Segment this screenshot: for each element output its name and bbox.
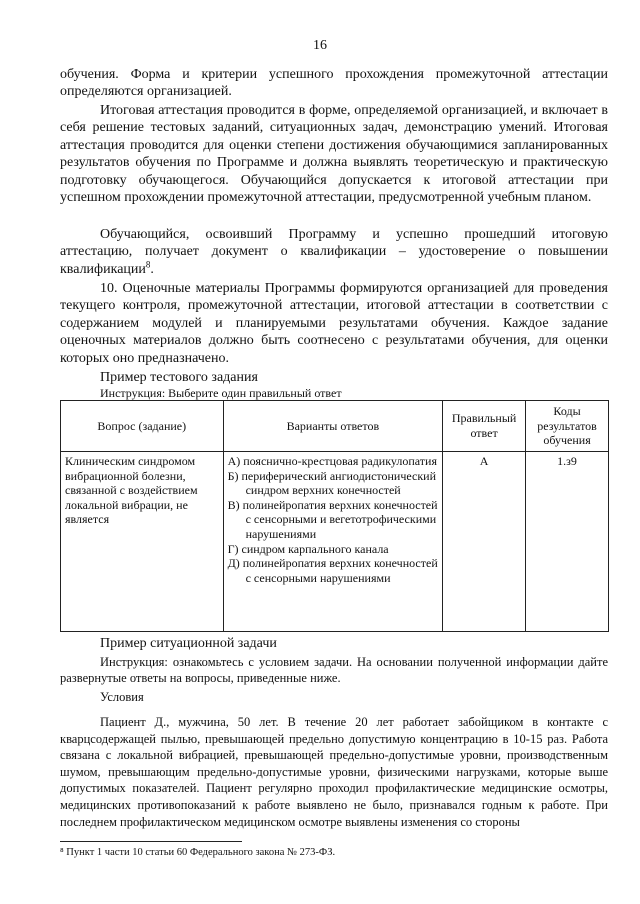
paragraph-intro: обучения. Форма и критерии успешного прохождения промежуточной аттестации определяются организацией. [60,67,608,100]
option-b: Б) периферический ангиодистонический синдром верхних конечностей [227,468,437,498]
options-cell [223,452,443,632]
paragraph-qualification-end: . [150,261,154,277]
footnote-mark: 8 [145,259,151,270]
option-a: А) пояснично-крестцовая радикулопатия [227,454,437,468]
paragraph-assessment-materials: 10. Оценочные материалы Программы формируются организацией для проведения текущего контроля, промежуточной аттестации, итоговой аттестации в соответствии с содержанием модулей и планируемыми результатами обучения. Каждое задание оценочных материалов должно быть соотнесено с результатами обучения, для оценки которых оно предназначено. [60,281,608,366]
table-row [61,452,609,632]
option-d: Г) синдром карпального канала [227,541,389,556]
case-instruction: Инструкция: ознакомьтесь с условием задачи. На основании полученной информации дайте развернутые ответы на вопросы, приведенные ниже. [60,655,608,685]
header-correct: Правильный ответ [443,401,526,452]
correct-answer-cell: А [443,452,526,632]
table-header-row [61,401,609,452]
test-instruction: Инструкция: Выберите один правильный ответ [100,386,342,400]
page-number: 16 [313,38,327,53]
case-heading: Пример ситуационной задачи [100,636,277,651]
footnote-divider [60,841,242,842]
option-c: В) полинейропатия верхних конечностей с сенсорными и вегетотрофическими нарушениями [227,497,438,541]
option-e: Д) полинейропатия верхних конечностей с сенсорными нарушениями [227,556,438,585]
header-codes: Коды результатов обучения [526,401,609,452]
test-heading: Пример тестового задания [100,370,258,385]
result-code-cell: 1.з9 [526,452,609,632]
footnote: ⁸ Пункт 1 части 10 статьи 60 Федерального закона № 273-ФЗ. [60,847,336,858]
case-text: Пациент Д., мужчина, 50 лет. В течение 20 лет работает забойщиком в контакте с кварцсодержащей пылью, превышающей предельно допустимую концентрацию в 10-15 раз. Работа связана с локальной вибрацией, превышающей предельно-допустимые уровни, производственным шумом, превышающим предельно-допустимые уровни, физическими нагрузками, которые выше допустимых показателей. Пациент регулярно проходил профилактические медицинские осмотры, медицинских противопоказаний к работе выявлено не было, признавался годным к работе. При последнем профилактическом медицинском осмотре выявлены изменения со стороны [60,715,608,829]
paragraph-final-attestation: Итоговая аттестация проводится в форме, определяемой организацией, и включает в себя решение тестовых заданий, ситуационных задач, демонстрацию умений. Итоговая аттестация проводится для оценки степени достижения обучающимися запланированных результатов обучения по Программе и должна выявлять теоретическую и практическую подготовку обучающегося. Обучающийся допускается к итоговой аттестации при успешном прохождении промежуточной аттестации, предусмотренной учебным планом. [60,103,608,206]
question-cell: Клиническим синдромом вибрационной болезни, связанной с воздействием локальной вибрации, не является [61,452,224,632]
header-options: Варианты ответов [223,401,443,452]
paragraph-qualification-text: Обучающийся, освоивший Программу и успешно прошедший итоговую аттестацию, получает документ о квалификации – удостоверение о повышении квалификации [60,227,608,277]
test-table [60,400,609,632]
header-question: Вопрос (задание) [61,401,224,452]
conditions-label: Условия [100,690,144,704]
paragraph-qualification [60,226,608,278]
